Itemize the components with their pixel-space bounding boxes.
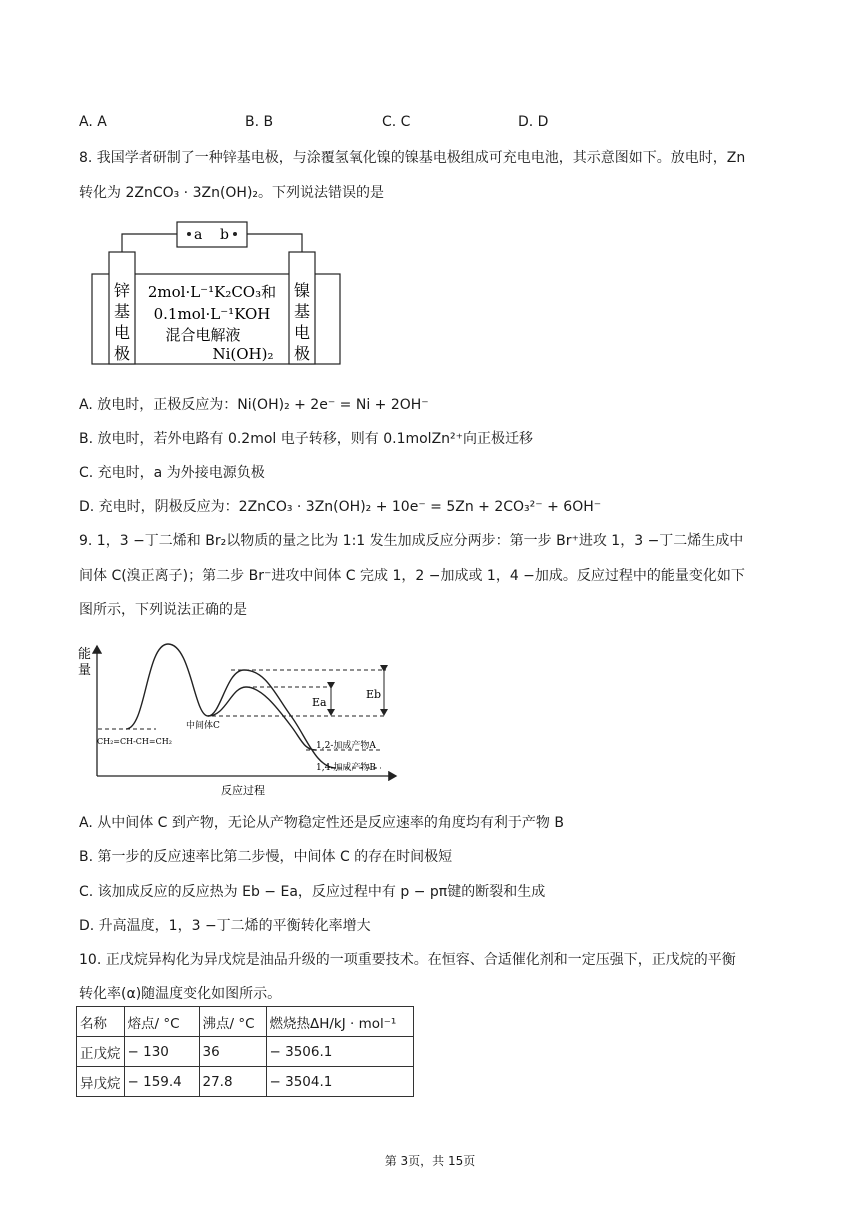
- right-electrode-char-2: 基: [293, 302, 311, 321]
- q10-stem-line2: 转化率(α)随温度变化如图所示。: [79, 986, 282, 1002]
- product-b-label: 1,4-加成产物B: [316, 763, 376, 773]
- y-axis-label-1: 能: [78, 647, 92, 662]
- header-combustion-heat: 燃烧热ΔH/kJ · mol⁻¹: [266, 1007, 413, 1037]
- cell: − 159.4: [124, 1067, 199, 1097]
- table-header-row: [77, 1007, 414, 1037]
- header-name: 名称: [77, 1007, 125, 1037]
- energy-profile-diagram: [76, 636, 406, 800]
- y-axis-label-2: 量: [78, 663, 92, 678]
- q9-option-c: C. 该加成反应的反应热为 Eb − Ea，反应过程中有 p − pπ键的断裂和生成: [79, 884, 546, 900]
- reactant-label: CH₂=CH-CH=CH₂: [97, 737, 172, 746]
- q8-stem-line1: 8. 我国学者研制了一种锌基电极，与涂覆氢氧化镍的镍基电极组成可充电电池，其示意图如下。放电时，Zn: [79, 150, 746, 166]
- cell: 27.8: [199, 1067, 266, 1097]
- cell: − 3506.1: [266, 1037, 413, 1067]
- header-melting-point: 熔点/ °C: [124, 1007, 199, 1037]
- q9-stem-line2: 间体 C(溴正离子)；第二步 Br⁻进攻中间体 C 完成 1，2 −加成或 1，4 −加成。反应过程中的能量变化如下: [79, 568, 745, 584]
- q7-option-c: C. C: [382, 114, 411, 130]
- electrolyte-line-3: 混合电解液: [165, 326, 241, 344]
- table-row: [77, 1067, 414, 1097]
- electrolyte-line-2: 0.1mol·L⁻¹KOH: [153, 305, 271, 323]
- electrolyte-line-4: Ni(OH)₂: [212, 345, 274, 363]
- pentane-properties-table: [76, 1006, 414, 1097]
- q9-option-d: D. 升高温度，1，3 −丁二烯的平衡转化率增大: [79, 918, 371, 934]
- left-electrode-char-1: 锌: [113, 281, 131, 300]
- header-boiling-point: 沸点/ °C: [199, 1007, 266, 1037]
- table-row: [77, 1037, 414, 1067]
- ea-label: Ea: [312, 696, 327, 709]
- cell: − 130: [124, 1037, 199, 1067]
- q8-option-a: A. 放电时，正极反应为：Ni(OH)₂ + 2e⁻ = Ni + 2OH⁻: [79, 397, 429, 413]
- left-electrode-char-4: 极: [113, 344, 131, 363]
- q7-option-b: B. B: [245, 114, 274, 130]
- cell: 异戊烷: [77, 1067, 125, 1097]
- x-axis-label: 反应过程: [221, 784, 265, 797]
- eb-label: Eb: [366, 688, 382, 701]
- q7-option-a: A. A: [79, 114, 107, 130]
- left-electrode-char-2: 基: [113, 302, 131, 321]
- q8-option-d: D. 充电时，阴极反应为：2ZnCO₃ · 3Zn(OH)₂ + 10e⁻ = 5Zn + 2CO₃²⁻ + 6OH⁻: [79, 499, 602, 515]
- cell: 正戊烷: [77, 1037, 125, 1067]
- battery-diagram: [85, 216, 350, 371]
- q9-stem-line3: 图所示，下列说法正确的是: [79, 602, 247, 618]
- q9-option-a: A. 从中间体 C 到产物，无论从产物稳定性还是反应速率的角度均有利于产物 B: [79, 815, 564, 831]
- q10-stem-line1: 10. 正戊烷异构化为异戊烷是油品升级的一项重要技术。在恒容、合适催化剂和一定压强下，正戊烷的平衡: [79, 952, 736, 968]
- electrolyte-line-1: 2mol·L⁻¹K₂CO₃和: [147, 283, 277, 301]
- terminal-b: b: [220, 227, 229, 243]
- q9-option-b: B. 第一步的反应速率比第二步慢，中间体 C 的存在时间极短: [79, 849, 453, 865]
- q8-option-c: C. 充电时，a 为外接电源负极: [79, 465, 265, 481]
- q9-stem-line1: 9. 1，3 −丁二烯和 Br₂以物质的量之比为 1:1 发生加成反应分两步：第一步 Br⁺进攻 1，3 −丁二烯生成中: [79, 533, 744, 549]
- intermediate-label: 中间体C: [186, 721, 220, 731]
- right-electrode-char-3: 电: [293, 323, 311, 342]
- q8-option-b: B. 放电时，若外电路有 0.2mol 电子转移，则有 0.1molZn²⁺向正极迁移: [79, 431, 534, 447]
- right-electrode-char-4: 极: [293, 344, 311, 363]
- cell: − 3504.1: [266, 1067, 413, 1097]
- right-electrode-char-1: 镍: [293, 281, 311, 300]
- cell: 36: [199, 1037, 266, 1067]
- q7-option-d: D. D: [518, 114, 549, 130]
- left-electrode-char-3: 电: [113, 323, 131, 342]
- q8-stem-line2: 转化为 2ZnCO₃ · 3Zn(OH)₂。下列说法错误的是: [79, 185, 385, 201]
- terminal-a: a: [194, 227, 203, 243]
- product-a-label: 1,2-加成产物A: [316, 741, 376, 751]
- page-footer: 第 3页，共 15页: [384, 1154, 476, 1168]
